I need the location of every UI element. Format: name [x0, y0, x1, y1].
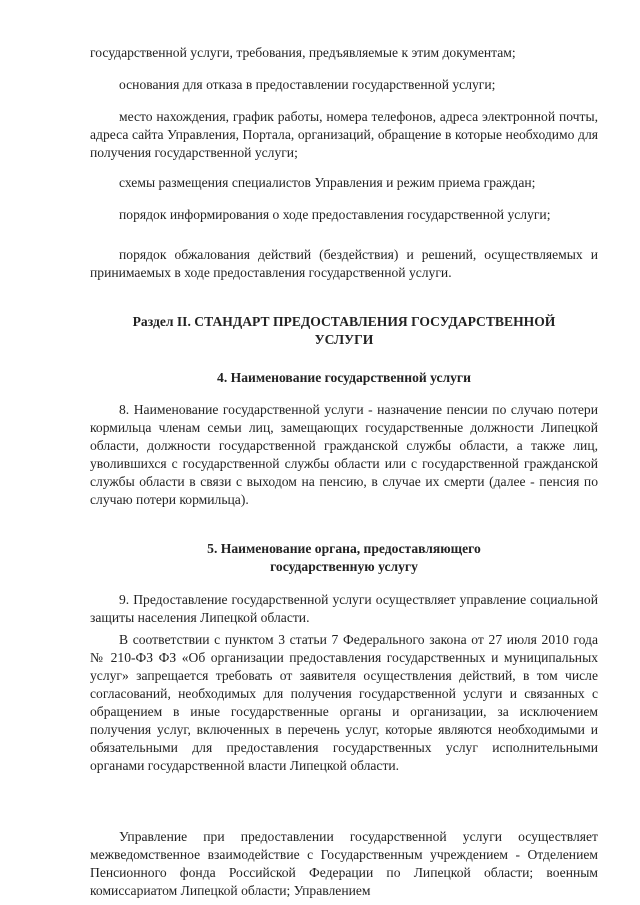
section-heading-line-2: УСЛУГИ: [314, 332, 374, 347]
paragraph-federal-law: В соответствии с пунктом 3 статьи 7 Федерального закона от 27 июля 2010 года № 210-ФЗ ФЗ «Об организации предоставления государственных и муниципальных услуг» запрещается требовать от заявителя осуществления действий, в том числе согласований, необходимых для получения государственной услуги и связанных с обращением в иные государственные органы и организации, за исключением получения услуг, включенных в перечень услуг, которые являются необходимыми и обязательными для предоставления государственных услуг исполнительными органами государственной власти Липецкой области.: [90, 632, 598, 773]
section-heading: [90, 313, 598, 349]
paragraph-informing-order: порядок информирования о ходе предоставления государственной услуги;: [119, 207, 551, 222]
paragraph-specialists-schedule: схемы размещения специалистов Управления и режим приема граждан;: [119, 175, 536, 190]
paragraph-8: 8. Наименование государственной услуги - назначение пенсии по случаю потери кормильца членам семьи лиц, замещающих государственные должности Липецкой области, должности государственной гражданской службы области, а также лиц, уволившихся с государственной службы области или с государственной гражданской службы области в связи с выходом на пенсию, в случае их смерти (далее - пенсия по случаю потери кормильца).: [90, 402, 598, 507]
subsection-heading-5-line-2: государственную услугу: [270, 559, 418, 574]
subsection-heading-5: [90, 540, 598, 576]
subsection-heading-4: 4. Наименование государственной услуги: [217, 370, 471, 385]
paragraph-refusal-grounds: основания для отказа в предоставлении государственной услуги;: [119, 77, 496, 92]
paragraph-interagency: Управление при предоставлении государственной услуги осуществляет межведомственное взаимодействие с Государственным учреждением - Отделением Пенсионного фонда Российской Федерации по Липецкой области; военным комиссариатом Липецкой области; Управлением: [90, 829, 598, 898]
paragraph-location-contacts: место нахождения, график работы, номера телефонов, адреса электронной почты, адреса сайта Управления, Портала, организаций, обращение в которые необходимо для получения государственной услуги;: [90, 109, 598, 160]
paragraph-9: 9. Предоставление государственной услуги осуществляет управление социальной защиты населения Липецкой области.: [90, 592, 598, 625]
section-heading-line-1: Раздел II. СТАНДАРТ ПРЕДОСТАВЛЕНИЯ ГОСУДАРСТВЕННОЙ: [132, 314, 556, 329]
paragraph-documents-requirements: государственной услуги, требования, предъявляемые к этим документам;: [90, 45, 516, 60]
paragraph-appeal-order: порядок обжалования действий (бездействия) и решений, осуществляемых и принимаемых в ходе предоставления государственной услуги.: [90, 247, 598, 280]
subsection-heading-5-line-1: 5. Наименование органа, предоставляющего: [207, 541, 481, 556]
